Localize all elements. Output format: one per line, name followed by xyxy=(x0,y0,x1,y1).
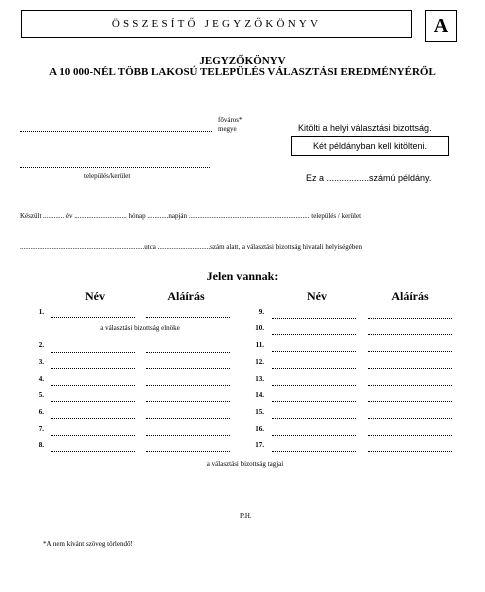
signature-line[interactable] xyxy=(146,418,230,419)
name-line[interactable] xyxy=(51,435,135,436)
name-line[interactable] xyxy=(51,451,135,452)
name-line[interactable] xyxy=(272,401,356,402)
signature-line[interactable] xyxy=(368,451,452,452)
row-number: 5. xyxy=(38,391,44,399)
row-number: 12. xyxy=(255,358,264,366)
members-caption: a választási bizottság tagjai xyxy=(206,460,284,468)
signature-line[interactable] xyxy=(146,385,230,386)
name-header-right: Név xyxy=(307,289,327,303)
name-line[interactable] xyxy=(272,318,356,319)
county-label: megye xyxy=(218,125,237,133)
document-title: JEGYZŐKÖNYV xyxy=(199,55,286,67)
name-line[interactable] xyxy=(272,451,356,452)
signature-line[interactable] xyxy=(368,368,452,369)
signature-line[interactable] xyxy=(368,318,452,319)
name-line[interactable] xyxy=(51,352,135,353)
name-line[interactable] xyxy=(51,401,135,402)
copy-number: Ez a .................számú példány. xyxy=(306,173,432,183)
row-number: 1. xyxy=(38,308,44,316)
row-number: 11. xyxy=(255,341,264,349)
settlement-input-line[interactable] xyxy=(20,167,210,168)
signature-line[interactable] xyxy=(368,435,452,436)
signature-line[interactable] xyxy=(146,451,230,452)
signature-line[interactable] xyxy=(368,401,452,402)
row-number: 3. xyxy=(38,358,44,366)
name-line[interactable] xyxy=(272,334,356,335)
signature-line[interactable] xyxy=(368,418,452,419)
signature-header-right: Aláírás xyxy=(391,289,429,303)
chair-caption: a választási bizottság elnöke xyxy=(100,324,180,332)
name-line[interactable] xyxy=(272,351,356,352)
name-line[interactable] xyxy=(51,385,135,386)
row-number: 14. xyxy=(255,391,264,399)
row-number: 4. xyxy=(38,375,44,383)
present-title: Jelen vannak: xyxy=(206,269,279,283)
row-number: 13. xyxy=(255,375,264,383)
name-line[interactable] xyxy=(51,418,135,419)
form-title-box xyxy=(21,10,412,38)
name-line[interactable] xyxy=(272,418,356,419)
stamp-placeholder: P.H. xyxy=(240,512,252,520)
name-line[interactable] xyxy=(272,435,356,436)
row-number: 9. xyxy=(258,308,264,316)
address-line: .......................................................................utca ..............................szám alatt, a választási bizottság hivatali helyiségében xyxy=(20,243,362,251)
row-number: 8. xyxy=(38,441,44,449)
footnote: *A nem kívánt szöveg törlendő! xyxy=(43,540,133,548)
form-letter: A xyxy=(433,14,449,37)
row-number: 6. xyxy=(38,408,44,416)
form-title: ÖSSZESÍTŐ JEGYZŐKÖNYV xyxy=(111,18,322,30)
signature-line[interactable] xyxy=(146,317,230,318)
name-line[interactable] xyxy=(51,368,135,369)
committee-note: Kitölti a helyi választási bizottság. xyxy=(298,123,432,133)
signature-line[interactable] xyxy=(146,368,230,369)
row-number: 7. xyxy=(38,425,44,433)
row-number: 15. xyxy=(255,408,264,416)
form-letter-box xyxy=(425,10,457,42)
copies-note-box xyxy=(291,136,449,156)
settlement-label: település/kerület xyxy=(84,172,131,180)
signature-line[interactable] xyxy=(368,351,452,352)
row-number: 10. xyxy=(255,324,264,332)
prepared-line: Készült ............ év .............................. hónap ............napján ..................................................................... település / kerület xyxy=(20,212,362,220)
signature-line[interactable] xyxy=(368,334,452,335)
name-line[interactable] xyxy=(51,317,135,318)
row-number: 16. xyxy=(255,425,264,433)
signature-header-left: Aláírás xyxy=(167,289,205,303)
name-header-left: Név xyxy=(85,289,105,303)
document-subtitle: A 10 000-NÉL TÖBB LAKOSÚ TELEPÜLÉS VÁLASZTÁSI EREDMÉNYÉRŐL xyxy=(49,66,436,78)
copies-note: Két példányban kell kitölteni. xyxy=(312,141,428,151)
signature-line[interactable] xyxy=(368,385,452,386)
row-number: 17. xyxy=(255,441,264,449)
signature-line[interactable] xyxy=(146,352,230,353)
signature-line[interactable] xyxy=(146,401,230,402)
name-line[interactable] xyxy=(272,385,356,386)
name-line[interactable] xyxy=(272,368,356,369)
capital-county-input-line[interactable] xyxy=(20,131,212,132)
row-number: 2. xyxy=(38,341,44,349)
signature-line[interactable] xyxy=(146,435,230,436)
capital-label: főváros* xyxy=(218,116,243,124)
